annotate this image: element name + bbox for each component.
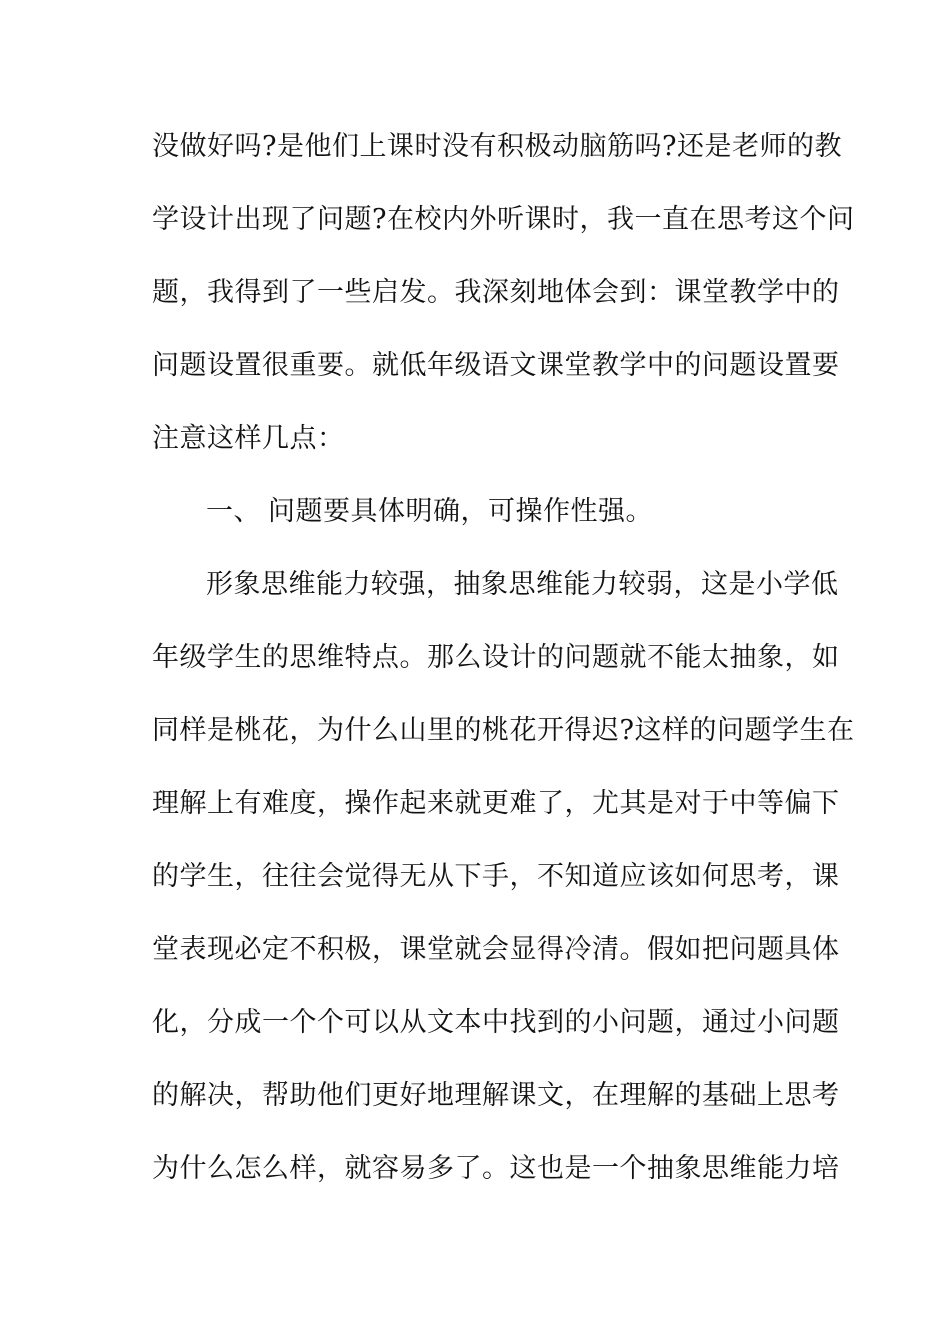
paragraph-line: 化，分成一个个可以从文本中找到的小问题，通过小问题 [152,1007,840,1038]
paragraph-line: 堂表现必定不积极，课堂就会显得冷清。假如把问题具体 [152,934,840,965]
section-heading-number: 一、 [206,496,261,527]
body-line: 没做好吗?是他们上课时没有积极动脑筋吗?还是老师的教 [152,131,842,162]
document-body [152,110,855,1205]
paragraph-line: 的学生，往往会觉得无从下手，不知道应该如何思考，课 [152,861,840,892]
paragraph-line: 年级学生的思维特点。那么设计的问题就不能太抽象，如 [152,642,840,673]
body-line: 注意这样几点： [152,423,345,454]
body-line: 学设计出现了问题?在校内外听课时，我一直在思考这个问 [152,204,855,235]
section-heading [152,475,812,548]
paragraph-line: 理解上有难度，操作起来就更难了，尤其是对于中等偏下 [152,788,840,819]
body-line: 题，我得到了一些启发。我深刻地体会到：课堂教学中的 [152,277,840,308]
paragraph-line: 的解决，帮助他们更好地理解课文，在理解的基础上思考 [152,1080,840,1111]
paragraph-first-line: 形象思维能力较强，抽象思维能力较弱，这是小学低 [206,569,839,600]
paragraph-line: 同样是桃花，为什么山里的桃花开得迟?这样的问题学生在 [152,715,855,746]
section-heading-text: 问题要具体明确，可操作性强。 [268,496,653,527]
paragraph-line: 为什么怎么样，就容易多了。这也是一个抽象思维能力培 [152,1153,840,1184]
body-line: 问题设置很重要。就低年级语文课堂教学中的问题设置要 [152,350,840,381]
